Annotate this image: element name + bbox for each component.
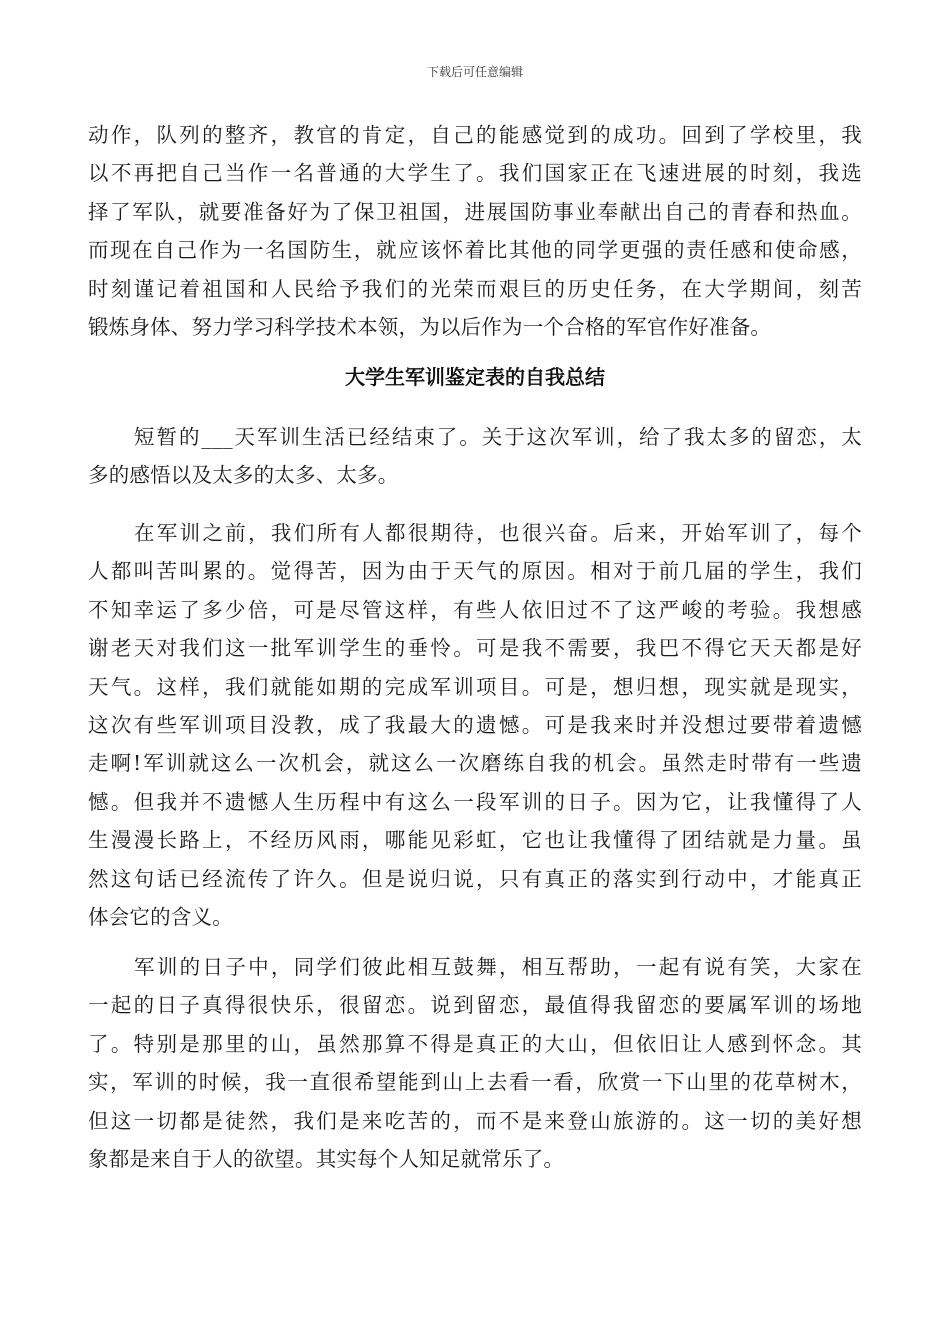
paragraph-line: 一起的日子真得很快乐，很留恋。说到留恋，最值得我留恋的要属军训的场地	[88, 993, 862, 1018]
paragraph-line: 然这句话已经流传了许久。但是说归说，只有真正的落实到行动中，才能真正	[88, 866, 862, 891]
paragraph-line: 象都是来自于人的欲望。其实每个人知足就常乐了。	[88, 1146, 565, 1171]
paragraph-1	[88, 422, 862, 499]
paragraph-line: 在军训之前，我们所有人都很期待，也很兴奋。后来，开始军训了，每个	[134, 521, 862, 545]
paragraph-line: 实，军训的时候，我一直很希望能到山上去看一看，欣赏一下山里的花草树木，	[88, 1070, 862, 1095]
paragraph-line: 以不再把自己当作一名普通的大学生了。我们国家正在飞速进展的时刻，我选	[88, 161, 862, 186]
paragraph-line: 而现在自己作为一名国防生，就应该怀着比其他的同学更强的责任感和使命感，	[88, 238, 862, 263]
paragraph-line: 生漫漫长路上，不经历风雨，哪能见彩虹，它也让我懂得了团结就是力量。虽	[88, 828, 862, 853]
paragraph-line: 憾。但我并不遗憾人生历程中有这么一段军训的日子。因为它，让我懂得了人	[88, 789, 862, 814]
paragraph-line: 多的感悟以及太多的太多、太多。	[88, 463, 399, 488]
paragraph-line: 不知幸运了多少倍，可是尽管这样，有些人依旧过不了这严峻的考验。我想感	[88, 597, 862, 622]
paragraph-line: 了。特别是那里的山，虽然那算不得是真正的大山，但依旧让人感到怀念。其	[88, 1031, 862, 1056]
paragraph-line: 天气。这样，我们就能如期的完成军训项目。可是，想归想，现实就是现实，	[88, 674, 862, 699]
intro-paragraph	[88, 120, 862, 350]
paragraph-line: 军训的日子中，同学们彼此相互鼓舞，相互帮助，一起有说有笑，大家在	[134, 955, 862, 979]
paragraph-line: 锻炼身体、努力学习科学技术本领，为以后作为一个合格的军官作好准备。	[88, 314, 772, 339]
paragraph-line: 但这一切都是徒然，我们是来吃苦的，而不是来登山旅游的。这一切的美好想	[88, 1108, 862, 1133]
paragraph-line: 择了军队，就要准备好为了保卫祖国，进展国防事业奉献出自己的青春和热血。	[88, 199, 862, 224]
paragraph-line: 动作，队列的整齐，教官的肯定，自己的能感觉到的成功。回到了学校里，我	[88, 123, 862, 147]
paragraph-3	[88, 952, 862, 1182]
paragraph-line: 短暂的___天军训生活已经结束了。关于这次军训，给了我太多的留恋，太	[134, 425, 862, 449]
paragraph-line: 时刻谨记着祖国和人民给予我们的光荣而艰巨的历史任务，在大学期间，刻苦	[88, 276, 862, 301]
section-title: 大学生军训鉴定表的自我总结	[345, 365, 605, 389]
paragraph-line: 人都叫苦叫累的。觉得苦，因为由于天气的原因。相对于前几届的学生，我们	[88, 559, 862, 584]
paragraph-line: 这次有些军训项目没教，成了我最大的遗憾。可是我来时并没想过要带着遗憾	[88, 712, 862, 737]
header-note: 下载后可任意编辑	[426, 65, 523, 79]
paragraph-line: 走啊!军训就这么一次机会，就这么一次磨练自我的机会。虽然走时带有一些遗	[88, 751, 862, 776]
paragraph-line: 体会它的含义。	[88, 904, 233, 929]
paragraph-line: 谢老天对我们这一批军训学生的垂怜。可是我不需要，我巴不得它天天都是好	[88, 636, 862, 661]
paragraph-2	[88, 518, 862, 940]
